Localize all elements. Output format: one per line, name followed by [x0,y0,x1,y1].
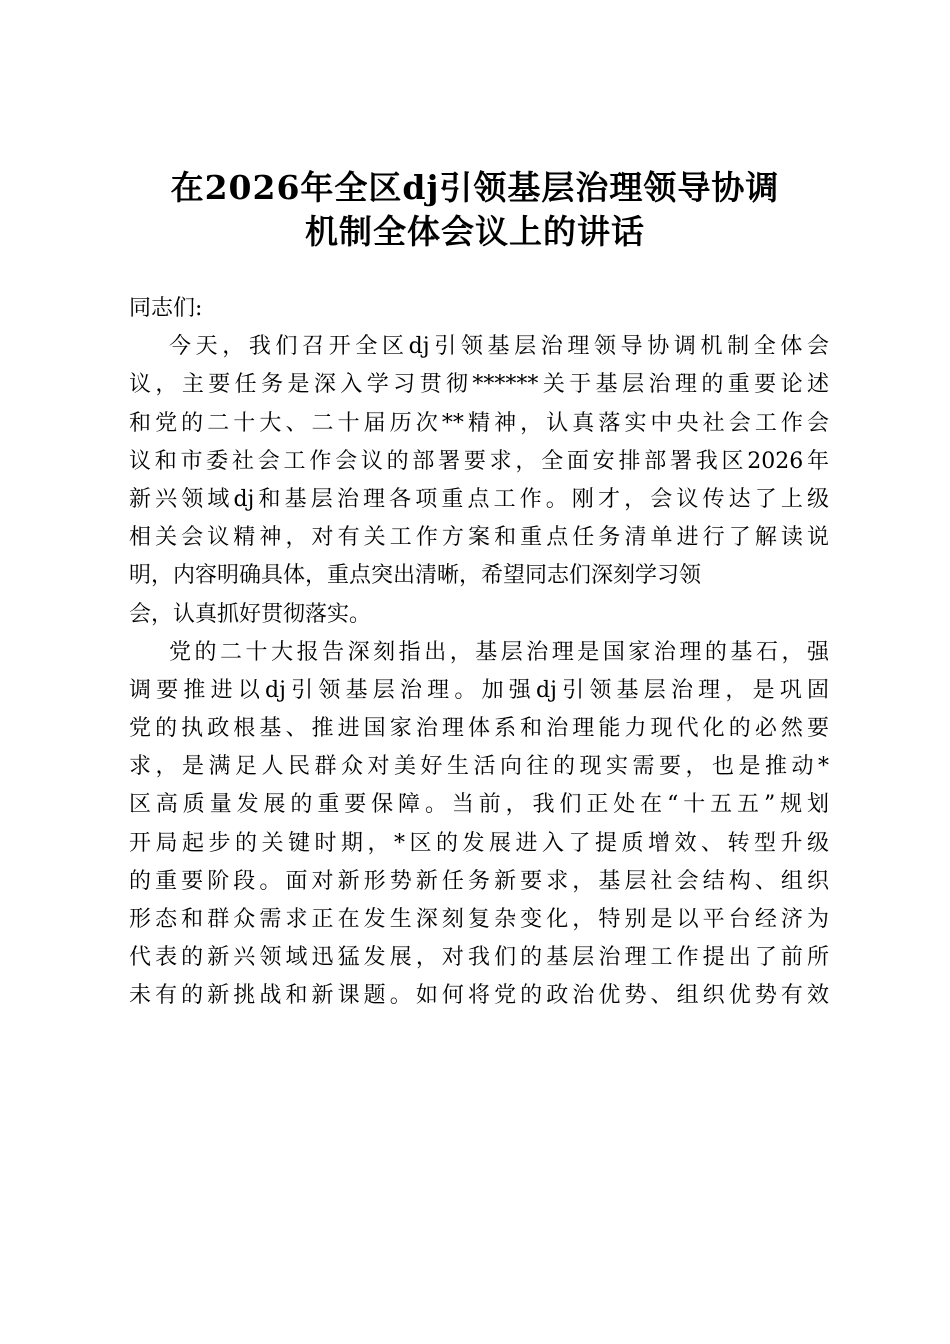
document-body [129,290,829,1016]
paragraph-2-line: 调要推进以dj引领基层治理。加强dj引领基层治理，是巩固 [129,677,829,703]
paragraph-2-line: 求，是满足人民群众对美好生活向往的现实需要，也是推动* [129,754,829,780]
paragraph-2-line: 开局起步的关键时期，*区的发展进入了提质增效、转型升级 [129,830,829,856]
paragraph-2-line: 形态和群众需求正在发生深刻复杂变化，特别是以平台经济为 [129,907,829,932]
paragraph-2-line: 代表的新兴领域迅猛发展，对我们的基层治理工作提出了前所 [129,945,829,971]
paragraph-1-line: 议和市委社会工作会议的部署要求，全面安排部署我区2026年 [129,448,829,474]
title-line-1: 在2026年全区dj引领基层治理领导协调 [170,168,780,207]
paragraph-1-line: 今天，我们召开全区dj引领基层治理领导协调机制全体会 [169,334,829,360]
paragraph-2-line: 未有的新挑战和新课题。如何将党的政治优势、组织优势有效 [129,983,829,1009]
document-title [0,166,950,254]
paragraph-1-line: 明，内容明确具体，重点突出清晰，希望同志们深刻学习领 [129,563,702,589]
paragraph-2-line: 的重要阶段。面对新形势新任务新要求，基层社会结构、组织 [129,868,829,894]
paragraph-1-line: 议，主要任务是深入学习贯彻******关于基层治理的重要论述 [129,372,829,398]
paragraph-1 [129,328,829,634]
paragraph-1-line: 会，认真抓好贯彻落实。 [129,601,372,627]
salutation: 同志们: [129,296,203,321]
title-line-2: 机制全体会议上的讲话 [305,212,645,251]
paragraph-2 [129,634,829,1016]
paragraph-2-line: 党的二十大报告深刻指出，基层治理是国家治理的基石，强 [169,639,829,665]
paragraph-1-line: 和党的二十大、二十届历次**精神，认真落实中央社会工作会 [129,410,829,436]
paragraph-2-line: 党的执政根基、推进国家治理体系和治理能力现代化的必然要 [129,716,829,742]
paragraph-1-line: 相关会议精神，对有关工作方案和重点任务清单进行了解读说 [129,525,829,551]
paragraph-2-line: 区高质量发展的重要保障。当前，我们正处在“十五五”规划 [129,792,829,818]
paragraph-1-line: 新兴领域dj和基层治理各项重点工作。刚才，会议传达了上级 [129,486,829,512]
